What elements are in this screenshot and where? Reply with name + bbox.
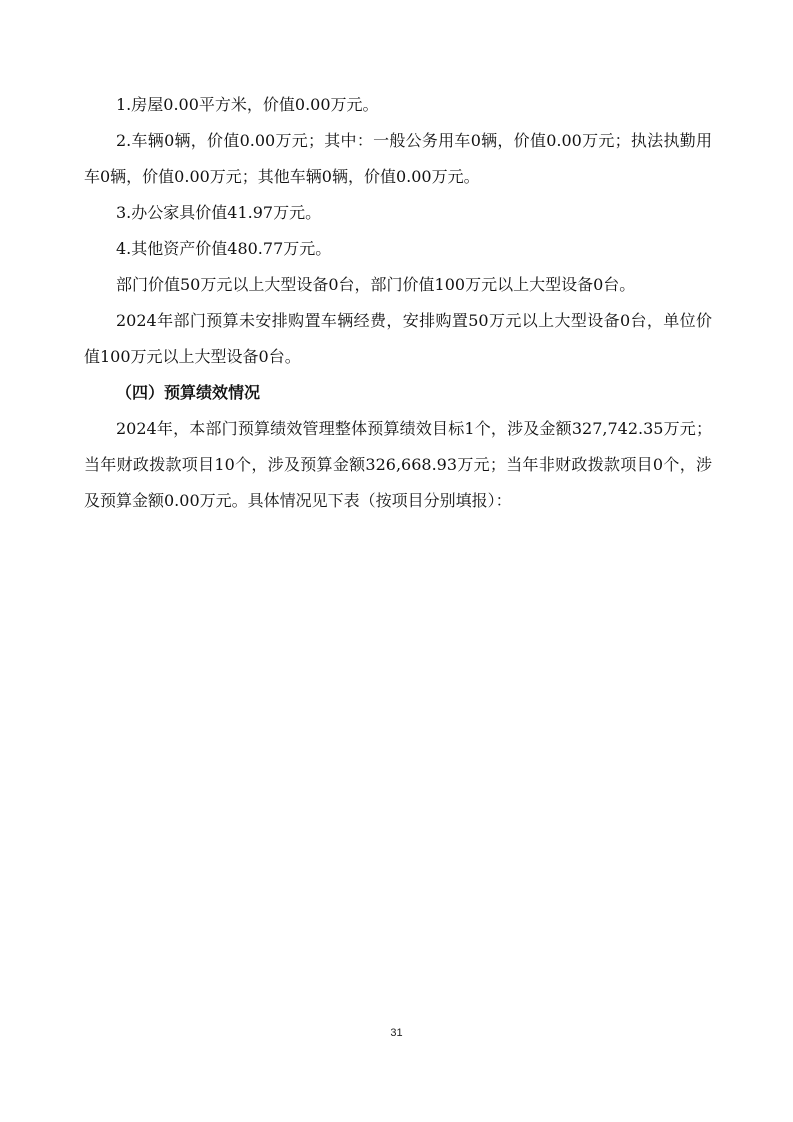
section-heading-performance: （四）预算绩效情况 — [116, 383, 261, 402]
page-number: 31 — [390, 1027, 403, 1039]
paragraph-other-assets: 4.其他资产价值480.77万元。 — [116, 239, 332, 258]
paragraph-performance-summary: 2024年，本部门预算绩效管理整体预算绩效目标1个，涉及金额327,742.35万元；当年财政拨款项目10个，涉及预算金额326,668.93万元；当年非财政拨款项目0个，涉及预算金额0.00万元。具体情况见下表（按项目分别填报）： — [84, 419, 712, 510]
document-body — [84, 87, 712, 519]
paragraph-housing: 1.房屋0.00平方米，价值0.00万元。 — [116, 95, 379, 114]
paragraph-large-equipment: 部门价值50万元以上大型设备0台，部门价值100万元以上大型设备0台。 — [116, 275, 636, 294]
paragraph-office-furniture: 3.办公家具价值41.97万元。 — [116, 203, 322, 222]
paragraph-vehicles: 2.车辆0辆，价值0.00万元；其中：一般公务用车0辆，价值0.00万元；执法执勤用车0辆，价值0.00万元；其他车辆0辆，价值0.00万元。 — [84, 131, 712, 186]
paragraph-2024-purchase-plan: 2024年部门预算未安排购置车辆经费，安排购置50万元以上大型设备0台，单位价值100万元以上大型设备0台。 — [84, 311, 712, 366]
